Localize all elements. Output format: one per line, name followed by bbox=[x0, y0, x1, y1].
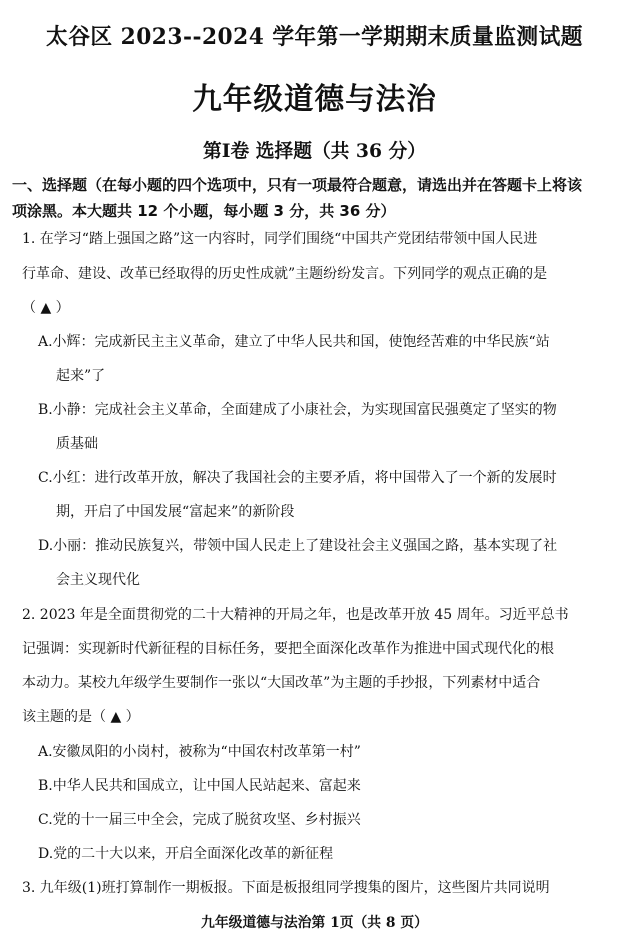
part-title: 第Ⅰ卷 选择题（共 36 分） bbox=[202, 140, 427, 162]
question-1-option-a: A.小辉：完成新民主主义革命，建立了中华人民共和国，使饱经苦难的中华民族“站 bbox=[38, 334, 550, 350]
question-3-line: 3. 九年级(1)班打算制作一期板报。下面是板报组同学搜集的图片，这些图片共同说明 bbox=[22, 880, 550, 896]
question-2-option-a: A.安徽凤阳的小岗村，被称为“中国农村改革第一村” bbox=[38, 744, 361, 760]
question-2-line: 本动力。某校九年级学生要制作一张以“大国改革”为主题的手抄报，下列素材中适合 bbox=[22, 675, 541, 691]
question-1-option-d: D.小丽：推动民族复兴，带领中国人民走上了建设社会主义强国之路，基本实现了社 bbox=[38, 538, 558, 554]
subject-title: 九年级道德与法治 bbox=[192, 82, 437, 117]
section-instructions-line: 一、选择题（在每小题的四个选项中，只有一项最符合题意，请选出并在答题卡上将该 bbox=[12, 176, 583, 194]
question-1-option-c-cont: 期，开启了中国发展“富起来”的新阶段 bbox=[56, 504, 295, 520]
question-2-option-d: D.党的二十大以来，开启全面深化改革的新征程 bbox=[38, 846, 334, 862]
question-1-option-d-cont: 会主义现代化 bbox=[56, 572, 140, 588]
section-instructions bbox=[12, 172, 612, 224]
question-2-option-c: C.党的十一届三中全会，完成了脱贫攻坚、乡村振兴 bbox=[38, 812, 361, 828]
exam-title: 太谷区 2023--2024 学年第一学期期末质量监测试题 bbox=[46, 24, 583, 50]
question-2-option-b: B.中华人民共和国成立，让中国人民站起来、富起来 bbox=[38, 778, 361, 794]
question-1-line: （ ▲ ） bbox=[22, 300, 70, 316]
question-1-option-b: B.小静：完成社会主义革命，全面建成了小康社会，为实现国富民强奠定了坚实的物 bbox=[38, 402, 557, 418]
question-1-line: 行革命、建设、改革已经取得的历史性成就”主题纷纷发言。下列同学的观点正确的是 bbox=[22, 266, 548, 282]
question-2-line: 2. 2023 年是全面贯彻党的二十大精神的开局之年，也是改革开放 45 周年。习近平总书 bbox=[22, 607, 569, 623]
page-footer: 九年级道德与法治第 1页（共 8 页） bbox=[201, 915, 428, 931]
question-2-line: 该主题的是（ ▲ ） bbox=[22, 709, 140, 725]
section-instructions-line: 项涂黑。本大题共 12 个小题，每小题 3 分，共 36 分） bbox=[12, 202, 396, 220]
question-1-line: 1. 在学习“踏上强国之路”这一内容时，同学们围绕“中国共产党团结带领中国人民进 bbox=[22, 231, 538, 247]
question-1-option-b-cont: 质基础 bbox=[56, 436, 98, 452]
question-1-option-a-cont: 起来”了 bbox=[56, 368, 106, 384]
question-1-option-c: C.小红：进行改革开放，解决了我国社会的主要矛盾，将中国带入了一个新的发展时 bbox=[38, 470, 557, 486]
question-2-line: 记强调：实现新时代新征程的目标任务，要把全面深化改革作为推进中国式现代化的根 bbox=[22, 641, 554, 657]
